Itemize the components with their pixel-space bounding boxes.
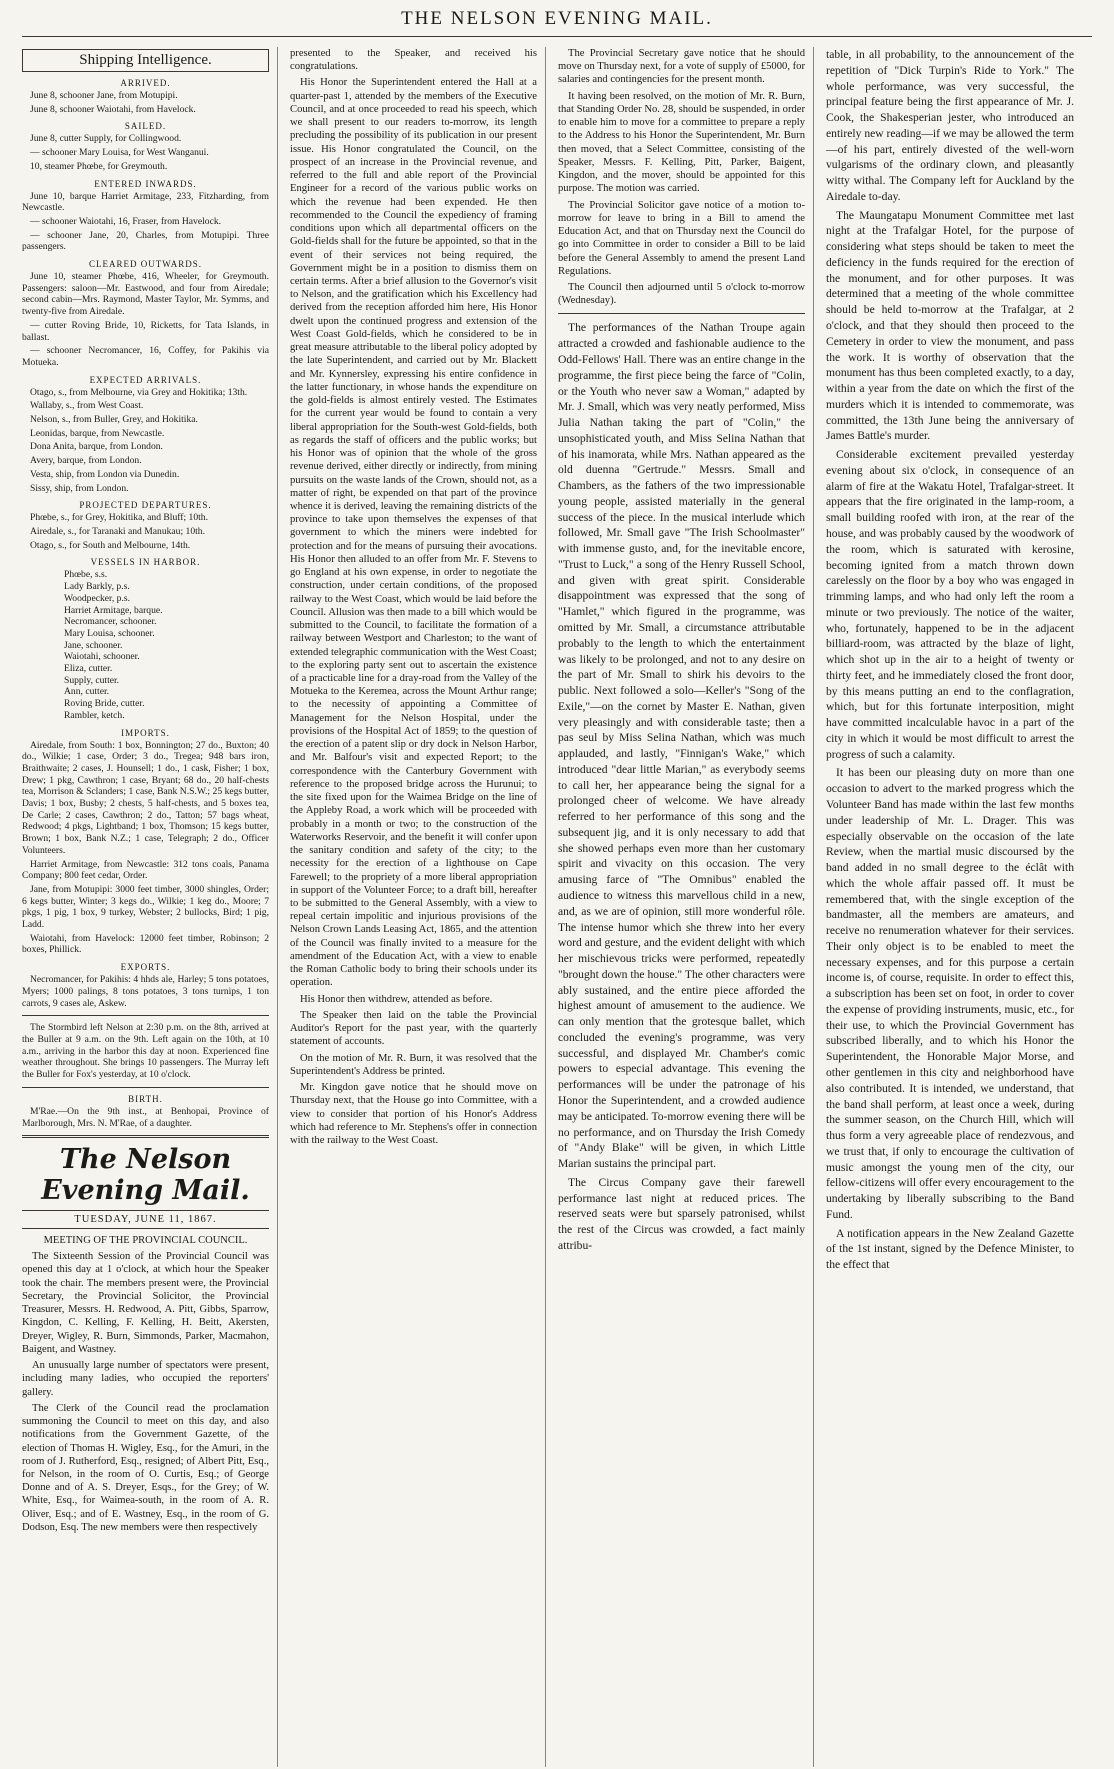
nathan-paragraph: The performances of the Nathan Troupe again attracted a crowded and fashionable audience to the Odd-Fellows' Hall. There was an entire change in the programme, the first piece being the farce of "Colin, or the Youth who never saw a Woman," adapted by Mr. J. Small, which was very neatly performed, Miss Julia Nathan taking the part of "Colin," the unsophisticated youth, and Miss Selina Nathan that of his inamorata, while Mrs. Nathan appeared as the old duenna "Gertrude." Messrs. Small and Chambers, as the fathers of the two impressionable young people, assisted materially in the general success of the piece. In the musical interlude which followed, Mr. Small gave "The Irish Schoolmaster" with immense gusto, and, for the inevitable encore, "Trust to Luck," a song of the Henry Russell School, and given with great spirit. Considerable disappointment was expressed that the song of "Hamlet," which figured in the programme, was omitted by Mr. Small, a circumstance attributable probably to the length to which the entertainment was likely to be prolonged, and not to any desire on the part of Mr. Small to shirk his devoirs to the public. Next followed a solo—Keller's "Song of the Exile,"—on the cornet by Master E. Nathan, given very pleasingly and with considerable taste; then a pas seul by Miss Selina Nathan, which was much applauded, and lastly, "Finnigan's Wake," which introduced "dear little Marian," as everybody seems to call her, her appearance being the signal for a prolonged cheer of welcome. We have already referred to her performance of this song and the subsequent jig, and it is only necessary to add that she showed perhaps even more than her customary spirit and vivacity on this occasion. The very amusing farce of "The Omnibus" enabled the audience to witness this marvellous child in a new, and, as we are of opinion, still more wonderful rôle. The intense humor which she threw into her every word and gesture, and the evident delight with which her mischievous tricks were performed, repeatedly "brought down the house." The other characters were ably sustained, and the entire piece afforded the highest amount of amusement to the audience. We can only mention that the grotesque ballet, which concluded the evening's programme, was very successful, and displayed Mr. Chamber's comic powers to especial advantage. This evening the performances will be under the patronage of his Honor the Superintendent, and a crowded audience may be anticipated. To-morrow evening there will be no performance, and on Thursday the Irish Comedy of "Andy Blake" will be given, in which Little Marian sustains the principal part.: [558, 321, 805, 1171]
council-paragraph: The Council then adjourned until 5 o'clock to-morrow (Wednesday).: [558, 281, 805, 307]
column-2: [290, 47, 546, 1767]
sailed-list: [22, 133, 269, 172]
shipping-entry: Nelson, s., from Buller, Grey, and Hokitika.: [30, 414, 198, 426]
entered-list: [22, 191, 269, 254]
shipping-entry: Jane, from Motupipi: 3000 feet timber, 3000 shingles, Order; 6 kegs butter, Winter; 3 kegs do., Wilkie; 1 keg do., Moore; 7 pkgs, 1 pig, 1 box, 9 turkey, Webster; 2 bullocks, Bird; 1 pig, Ladd.: [22, 883, 269, 931]
birth-notice: M'Rae.—On the 9th inst., at Benhopai, Province of Marlborough, Mrs. N. M'Rae, of a daughter.: [22, 1105, 269, 1129]
council-paragraph: His Honor then withdrew, attended as before.: [300, 993, 493, 1005]
shipping-entry: — schooner Necromancer, 16, Coffey, for Pakihis via Motueka.: [22, 345, 269, 368]
harbor-vessel: Supply, cutter.: [64, 674, 120, 686]
council-paragraph: His Honor the Superintendent entered the Hall at a quarter-past 1, attended by the members of the Executive Council, and at once proceeded to read his speech, which we shall present to our readers to-morrow, its length precluding the possibility of its publication in our present issue. His Honor congratulated the Council, on the prospect of an increase in the Provincial revenue, and referred to the full and able report of the Provincial Engineer for a record of the various public works on which the revenue had been expended. He then recommended to the Council the expediency of framing conditions upon which all departmental officers on the Gold-fields shall for the future be appointed, so that in the event of their services not being required, the Government might be in a position to dismiss them on certain terms. After a brief allusion to the Governor's visit to Nelson, and the gratification which his Excellency had derived from the reception afforded him here, His Honor dwelt upon the continued progress and extension of the West Coast Gold-fields, which he considered to be in great measure attributable to the liberal policy adopted by the late Superintendent, and carried out by Mr. Blackett and Mr. Kynnersley, expressing his entire confidence in the latter functionary, in whose hands the expenditure on the gold-fields is almost entirely vested. The Estimates for the current year would be found to contain a very liberal appropriation for the South-west Gold-fields, both as regards the staff of officers and the public works; but his Honor was of opinion that the whole of the gross revenue derived, either directly or indirectly, from mining pursuits on the waste lands of the Crown, should not, as a matter of right, be expended on that part of the province whence it is derived, leaving the remaining districts of the province to take upon themselves the expenses of that government to which the miners were indebted for protection and for the means of pursuing their avocations. His Honor then alluded to an offer from Mr. F. Stevens to go England at his own expense, in order to negotiate the construction, under certain conditions, of the proposed railway to the West Coast, which would be laid before the Council. Allusion was then made to a bill which would be submitted to the Council, to facilitate the formation of a railway between Westport and Charleston; to the want of extended telegraphic communication with the West Coast; to the exploring party sent out to ascertain the existence of a practicable line for a dray-road from the Valley of the Motueka to the Keremea, across the Mount Arthur range; to the necessity of appointing a Committee of Management for the Nelson Hospital, under the provisions of the Hospital Act of 1859; to the question of the erection of a patent slip or dry dock in Nelson Harbor, and Mr. Balfour's visit and expected Report; to the correspondence with the Canterbury Government with reference to the proposed bridge across the Hurunui; to the site fixed upon for the Waimea Bridge on the line of the Appleby Road, a work which will be proceeded with probably in a month or two; to the construction of the Waterworks Reservoir, and the benefit it will confer upon the sanitary condition and safety of the city; to the necessity for the erection of a lighthouse on Cape Farewell; to the propriety of a more liberal appropriation in support of the Volunteer Force; to a draft bill, hereafter to be submitted to the General Assembly, with a view to repeal certain impolitic and injurious provisions of the Nelson Crown Lands Leasing Act, 1865, and the attention of the Council was finally invited to a measure for the amendment of the Education Act, with a view to enable the Roman Catholic body to bring their schools under its operation.: [290, 77, 537, 989]
council-paragraph: The Speaker then laid on the table the Provincial Auditor's Report for the past year, with the quarterly statement of accounts.: [290, 1009, 537, 1048]
harbor-vessel: Rambler, ketch.: [64, 709, 125, 721]
issue-date: TUESDAY, JUNE 11, 1867.: [22, 1210, 269, 1229]
council-paragraph: The Sixteenth Session of the Provincial Council was opened this day at 1 o'clock, at which hour the Speaker took the chair. The members present were, the Provincial Secretary, the Provincial Solicitor, the Provincial Treasurer, Messrs. H. Redwood, A. Pitt, Gibbs, Sparrow, Kingdon, C. Kelling, F. Kelling, H. Beitt, Akersten, Dreyer, Wigley, R. Burn, Simmonds, Parker, Macmahon, Baigent, and Wastney.: [22, 1251, 269, 1355]
shipping-entry: Wallaby, s., from West Coast.: [30, 400, 144, 412]
monument-paragraph: The Maungatapu Monument Committee met last night at the Trafalgar Hotel, for the purpose of considering what steps should be taken to meet the deficiency in the funds required for the erection of the monument, and for other purposes. It was determined that a meeting of the whole committee should be held to-morrow at the Trafalgar, at 2 o'clock, and that they should then proceed to the Cemetery in order to view the monument, and pass the work. It is worthy of observation that the monument has thus been completed exactly, to a day, within a year from the date on which the first of the murders which it is intended to commemorate, was committed, the 13th June being the anniversary of James Battle's murder.: [826, 208, 1074, 443]
shipping-entry: Harriet Armitage, from Newcastle: 312 tons coals, Panama Company; 800 feet cedar, Order.: [22, 858, 269, 882]
harbor-vessel: Eliza, cutter.: [64, 663, 113, 675]
shipping-entry: Necromancer, for Pakihis: 4 hhds ale, Harley; 5 tons potatoes, Myers; 1000 palings, 8 tons potatoes, 3 tons turnips, 1 ton carrots, 9 cases ale, Askew.: [22, 974, 269, 1009]
exports-heading: EXPORTS.: [120, 962, 171, 973]
birth-heading: BIRTH.: [128, 1093, 163, 1104]
harbor-vessel: Jane, schooner.: [64, 639, 123, 651]
shipping-entry: Leonidas, barque, from Newcastle.: [30, 427, 165, 439]
shipping-entry: Vesta, ship, from London via Dunedin.: [30, 468, 180, 480]
harbor-vessel: Phœbe, s.s.: [64, 569, 108, 581]
shipping-entry: Dona Anita, barque, from London.: [30, 441, 163, 453]
shipping-entry: Otago, s., from Melbourne, via Grey and Hokitika; 13th.: [30, 386, 248, 398]
imports-list: [22, 740, 269, 957]
column-1: [22, 47, 278, 1767]
shipping-entry: June 10, steamer Phœbe, 416, Wheeler, for Greymouth. Passengers: saloon—Mr. Eastwood, and four from Airedale; second cabin—Mrs. Raymond, Master Taylor, Mr. Symms, and twenty-five from Airedale.: [22, 271, 269, 318]
column-4: [826, 47, 1082, 1767]
divider: [22, 1015, 269, 1016]
shipping-entry: Avery, barque, from London.: [30, 455, 142, 467]
harbor-vessel: Necromancer, schooner.: [64, 616, 157, 628]
circus-paragraph: The Circus Company gave their farewell performance last night at reduced prices. The reserved seats were but sparsely patronised, whilst the rest of the Circus was crowded, a fact mainly attribu-: [558, 1175, 805, 1252]
projected-heading: PROJECTED DEPARTURES.: [79, 500, 212, 511]
column-3: [558, 47, 814, 1767]
shipping-entry: June 10, barque Harriet Armitage, 233, Fitzharding, from Newcastle.: [22, 190, 269, 214]
sailed-heading: SAILED.: [124, 121, 167, 132]
arrived-list: [22, 90, 269, 115]
band-paragraph: It has been our pleasing duty on more than one occasion to advert to the marked progress which the Volunteer Band has made within the last few months under leadership of Mr. L. Drager. This was especially observable on the occasion of the late Review, when the martial music discoursed by the band added in no small degree to the éclât with which the whole affair passed off. It must be remembered that, with the single exception of the bandmaster, all the members are amateurs, and receive no renumeration whatever for their services. Their only object is to be enabled to meet the necessary expenses, and for this purpose a certain income is, of course, requisite. In order to effect this, a subscription has been set on foot, in order to cover the expense of providing instruments, music, etc., for their use, to which the Provincial Government has subscribed liberally, and to which his Honor the Superintendent, the Honorable Major Morse, and other gentlemen in this city and neighborhood have also contributed. It is intended, we understand, that the band shall perform, at least once a week, during the summer season, on the Church Hill, which will thus form a very agreeable place of rendezvous, and we trust that, if only to encourage the cultivation of music amongst the young men of the city, our fellow-citizens will offer every encouragement to the undertaking by liberally subscribing to the Band Fund.: [826, 766, 1074, 1221]
divider: [558, 313, 805, 314]
cleared-list: [22, 271, 269, 369]
projected-list: [22, 512, 269, 551]
shipping-entry: Otago, s., for South and Melbourne, 14th.: [30, 539, 191, 551]
shipping-entry: Phœbe, s., for Grey, Hokitika, and Bluff; 10th.: [30, 512, 208, 524]
shipping-entry: Airedale, s., for Taranaki and Manukau; 10th.: [30, 525, 205, 537]
shipping-entry: June 8, cutter Supply, for Collingwood.: [30, 133, 182, 145]
imports-heading: IMPORTS.: [121, 727, 170, 738]
council-paragraph: Mr. Kingdon gave notice that he should move on Thursday next, that the House go into Committee, with a view to consider that portion of his Honor's Address which had reference to Mr. Stephens's offer in connection with the railway to the West Coast.: [290, 1082, 537, 1146]
fire-paragraph: Considerable excitement prevailed yesterday evening about six o'clock, in consequence of an alarm of fire at the Wakatu Hotel, Trafalgar-street. It appears that the fire originated in the lamp-room, a small building roofed with iron, at the rear of the house, and was probably caused by the woodwork of the room, which is saturated with kerosine, becoming ignited from a match thrown down carelessly on the floor by a boy who was engaged in trimming lamps, and who had only left the room a minute or two previously. The notice of the waiter, who, fortunately, happened to be in the adjacent billiard-room, was attracted by the blaze of light, which shot up in the air to a height of twenty or thirty feet, and he immediately closed the front door, by this means putting an end to the conflagration, which, but for this fortunate interposition, might have committed incalculable havoc in a part of the city in which it would be most difficult to arrest the progress of such a calamity.: [826, 448, 1074, 761]
columns: [22, 47, 1092, 1767]
council-paragraph: presented to the Speaker, and received his congratulations.: [290, 48, 537, 73]
shipping-entry: — schooner Jane, 20, Charles, from Motupipi. Three passengers.: [22, 229, 269, 253]
harbor-vessel: Woodpecker, p.s.: [64, 592, 130, 604]
council-heading: MEETING OF THE PROVINCIAL COUNCIL.: [43, 1235, 248, 1247]
council-paragraph: An unusually large number of spectators were present, including many ladies, who occupied the reporters' gallery.: [22, 1360, 269, 1398]
shipping-entry: — schooner Waiotahi, 16, Fraser, from Havelock.: [30, 215, 222, 227]
council-paragraph: The Clerk of the Council read the proclamation summoning the Council to meet on this day, and also notifications from the Government Gazette, of the election of Thomas H. Wigley, Esq., for the Amuri, in the room of J. Rutherford, Esq., resigned; of Albert Pitt, Esq., for Nelson, in the room of O. Curtis, Esq.; of George Donne and of A. S. Dreyer, Esqs., for the Grey; of W. White, Esq., for Waimea-south, in the room of A. R. Oliver, Esq.; and of E. Wastney, Esq., in the room of G. Dodson, Esq. The new members were then respectively: [22, 1402, 269, 1533]
harbor-vessel: Waiotahi, schooner.: [64, 651, 140, 663]
harbor-heading: VESSELS IN HARBOR.: [90, 557, 201, 568]
gazette-paragraph: A notification appears in the New Zealand Gazette of the 1st instant, signed by the Defence Minister, to the effect that: [826, 1226, 1074, 1272]
stormbird-notice: The Stormbird left Nelson at 2:30 p.m. on the 8th, arrived at the Buller at 9 a.m. on the 9th. Left again on the 10th, at 10 a.m., arriving in the harbor this day at noon. Experienced fine weather throughout. She brings 10 passengers. The Murray left the Buller for Fox's yesterday, at 10 o'clock.: [22, 1022, 269, 1081]
expected-heading: EXPECTED ARRIVALS.: [89, 374, 202, 385]
masthead: THE NELSON EVENING MAIL.: [22, 8, 1092, 37]
shipping-entry: — schooner Mary Louisa, for West Wanganui.: [30, 147, 209, 159]
shipping-entry: Waiotahi, from Havelock: 12000 feet timber, Robinson; 2 boxes, Phillick.: [22, 932, 269, 956]
divider: [22, 1087, 269, 1088]
harbor-vessel: Lady Barkly, p.s.: [64, 581, 130, 593]
entered-heading: ENTERED INWARDS.: [94, 178, 197, 189]
harbor-list: [22, 569, 269, 721]
shipping-entry: — cutter Roving Bride, 10, Ricketts, for Tata Islands, in ballast.: [22, 319, 269, 343]
expected-list: [22, 387, 269, 495]
council-paragraph: On the motion of Mr. R. Burn, it was resolved that the Superintendent's Address be printed.: [290, 1052, 537, 1077]
council-paragraph: The Provincial Secretary gave notice that he should move on Thursday next, for a vote of supply of £5000, for salaries and contingencies for the present month.: [558, 48, 805, 86]
exports-list: [22, 974, 269, 1009]
harbor-vessel: Roving Bride, cutter.: [64, 698, 145, 710]
arrived-heading: ARRIVED.: [120, 78, 171, 88]
circus-paragraph-cont: table, in all probability, to the announcement of the repetition of "Dick Turpin's Ride to York." The whole performance, was very successful, the principal feature being the first appearance of Mr. J. Cook, the Shakesperian jester, who introduced an entirely new reading—if we may be allowed the term—of his part, entirely divested of the well-worn vulgarisms of the ordinary clown, and pleasantly witty withal. The Company left for Auckland by the Airedale to-day.: [826, 48, 1074, 203]
harbor-vessel: Mary Louisa, schooner.: [64, 627, 155, 639]
shipping-title: Shipping Intelligence.: [22, 49, 269, 72]
council-paragraph: It having been resolved, on the motion of Mr. R. Burn, that Standing Order No. 28, should be suspended, in order to enable him to move for a committee to prepare a reply to the Address to his Honor the Superintendent, Mr. Burn then moved, that a Select Committee, consisting of the Speaker, Messrs. F. Kelling, Pitt, Parker, Baigent, Kingdon, and the mover, should be appointed for this purpose. The motion was carried.: [558, 90, 805, 195]
cleared-heading: CLEARED OUTWARDS.: [89, 259, 202, 270]
harbor-vessel: Ann, cutter.: [64, 686, 110, 698]
paper-title: The Nelson Evening Mail.: [41, 1144, 250, 1207]
shipping-entry: June 8, schooner Jane, from Motupipi.: [30, 90, 178, 101]
shipping-entry: Airedale, from South: 1 box, Bonnington; 27 do., Buxton; 40 do., Wilkie; 1 case, Order; 3 do., Tregea; 948 bars iron, Braithwaite; 2 cases, J. Hounsell; 1 do., 1 cask, Fisher; 1 box, Drew; 1 pkg, Cawthron; 1 case, Bryant; 68 do., 20 half-chests tea, Morrison & Sclanders; 1 case, Bank N.S.W.; 25 kegs butter, Davis; 1 box, Busby; 2 chests, 5 half-chests, and 5 boxes tea, De Carle; 2 cases, Cawthron; 2 do., Tatton; 57 bags wheat, Redwood; 4 pkgs, Lightband; 1 box, Thomson; 15 kegs butter, Brown; 1 box, Bank N.Z.; 1 case, Telegraph; 2 do., Officer Volunteers.: [22, 739, 269, 856]
council-paragraph: The Provincial Solicitor gave notice of a motion to-morrow for leave to bring in a Bill to amend the Education Act, and that on Thursday next the Council do go into Committee in order to consider a Bill to be laid before the General Assembly to amend the present Land Regulations.: [558, 199, 805, 277]
harbor-vessel: Harriet Armitage, barque.: [64, 604, 163, 616]
shipping-entry: June 8, schooner Waiotahi, from Havelock.: [30, 103, 196, 115]
shipping-entry: 10, steamer Phœbe, for Greymouth.: [30, 160, 168, 172]
shipping-entry: Sissy, ship, from London.: [30, 482, 129, 494]
divider: [22, 1135, 269, 1138]
